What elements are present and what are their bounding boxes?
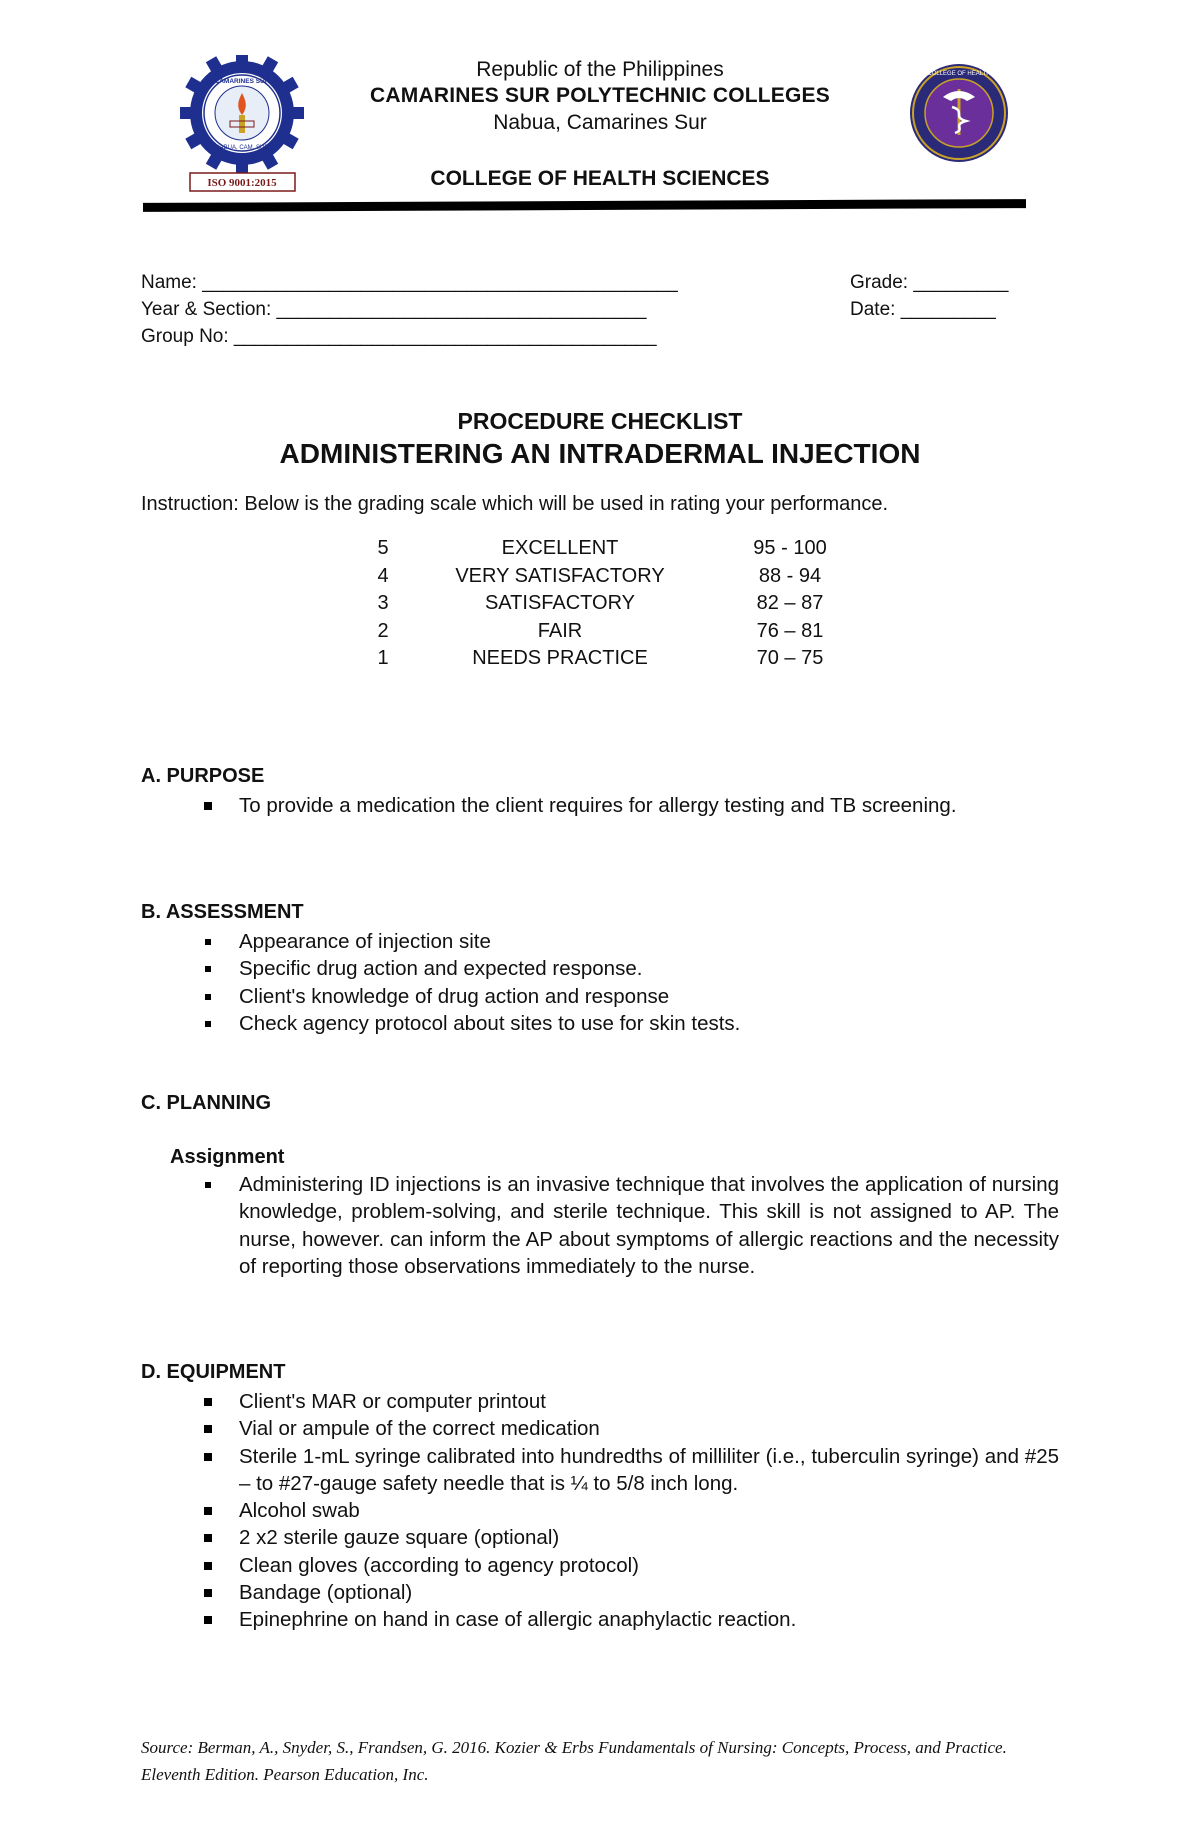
square-bullet-icon bbox=[204, 1425, 212, 1433]
list-item: Clean gloves (according to agency protocol) bbox=[141, 1552, 1059, 1579]
square-bullet-icon bbox=[205, 994, 211, 1000]
scale-range: 88 - 94 bbox=[758, 564, 822, 587]
list-item: Bandage (optional) bbox=[141, 1579, 1059, 1606]
svg-text:COLLEGE OF HEALTH: COLLEGE OF HEALTH bbox=[927, 71, 991, 77]
square-bullet-icon bbox=[204, 1562, 212, 1570]
assessment-heading: B. ASSESSMENT bbox=[141, 901, 304, 923]
list-item: Check agency protocol about sites to use for skin tests. bbox=[141, 1010, 1059, 1037]
year-section-field[interactable]: Year & Section: ___________________________________ bbox=[141, 299, 647, 320]
group-no-field[interactable]: Group No: ________________________________________ bbox=[141, 326, 657, 347]
list-item: Administering ID injections is an invasive technique that involves the application of nursing knowledge, problem-solving, and sterile technique. This skill is not assigned to AP. The nurse, however. can inform the AP about symptoms of allergic reactions and the necessity of reporting those observations immediately to the nurse. bbox=[141, 1171, 1059, 1280]
scale-range: 95 - 100 bbox=[753, 537, 827, 559]
scale-rating: 5 bbox=[377, 537, 389, 559]
assessment-list bbox=[141, 928, 1059, 1037]
scale-label: FAIR bbox=[537, 619, 583, 642]
list-item: Vial or ampule of the correct medication bbox=[141, 1415, 1059, 1442]
scale-rating: 3 bbox=[377, 592, 389, 614]
square-bullet-icon bbox=[205, 966, 211, 972]
square-bullet-icon bbox=[204, 1453, 212, 1461]
republic-line: Republic of the Philippines bbox=[476, 58, 724, 81]
header-divider bbox=[143, 199, 1026, 212]
list-item: Specific drug action and expected response. bbox=[141, 955, 1059, 982]
square-bullet-icon bbox=[204, 1534, 212, 1542]
grade-field[interactable]: Grade: _________ bbox=[850, 272, 1009, 293]
square-bullet-icon bbox=[205, 1182, 211, 1188]
college-name: CAMARINES SUR POLYTECHNIC COLLEGES bbox=[370, 84, 830, 107]
list-item: 2 x2 sterile gauze square (optional) bbox=[141, 1524, 1059, 1551]
square-bullet-icon bbox=[204, 1589, 212, 1597]
purpose-list bbox=[141, 792, 1059, 819]
instruction-text: Instruction: Below is the grading scale which will be used in rating your performance. bbox=[141, 493, 889, 515]
scale-label: EXCELLENT bbox=[501, 537, 619, 559]
scale-row bbox=[360, 592, 860, 620]
list-item: Client's MAR or computer printout bbox=[141, 1388, 1059, 1415]
square-bullet-icon bbox=[204, 1616, 212, 1624]
purpose-heading: A. PURPOSE bbox=[141, 765, 265, 787]
assignment-subheading: Assignment bbox=[170, 1146, 285, 1168]
square-bullet-icon bbox=[205, 939, 211, 945]
checklist-title: PROCEDURE CHECKLIST bbox=[457, 408, 743, 434]
source-citation: Source: Berman, A., Snyder, S., Frandsen, G. 2016. Kozier & Erbs Fundamentals of Nursing: Concepts, Process, and Practice. Eleventh Edition. Pearson Education, Inc. bbox=[141, 1738, 1007, 1784]
scale-label: VERY SATISFACTORY bbox=[455, 564, 665, 587]
scale-label: NEEDS PRACTICE bbox=[472, 647, 648, 669]
list-item: Sterile 1-mL syringe calibrated into hundredths of milliliter (i.e., tuberculin syringe) and #25 – to #27-gauge safety needle that is ¼ to 5/8 inch long. bbox=[141, 1443, 1059, 1498]
scale-row bbox=[360, 647, 860, 675]
svg-text:ISO 9001:2015: ISO 9001:2015 bbox=[207, 177, 277, 189]
department-name: COLLEGE OF HEALTH SCIENCES bbox=[430, 167, 770, 190]
date-field[interactable]: Date: _________ bbox=[850, 299, 996, 320]
scale-row bbox=[360, 537, 860, 565]
square-bullet-icon bbox=[204, 1398, 212, 1406]
scale-label: SATISFACTORY bbox=[484, 592, 636, 614]
equipment-heading: D. EQUIPMENT bbox=[141, 1361, 286, 1383]
square-bullet-icon bbox=[205, 1021, 211, 1027]
scale-range: 82 – 87 bbox=[756, 592, 824, 614]
svg-text:CAMARINES SUR: CAMARINES SUR bbox=[214, 78, 270, 85]
list-item: Epinephrine on hand in case of allergic anaphylactic reaction. bbox=[141, 1606, 1059, 1633]
square-bullet-icon bbox=[204, 1507, 212, 1515]
scale-rating: 4 bbox=[377, 564, 389, 587]
planning-heading: C. PLANNING bbox=[141, 1092, 271, 1114]
college-town: Nabua, Camarines Sur bbox=[493, 111, 707, 134]
name-field[interactable]: Name: _____________________________________________ bbox=[141, 272, 678, 293]
list-item: Client's knowledge of drug action and response bbox=[141, 983, 1059, 1010]
procedure-title: ADMINISTERING AN INTRADERMAL INJECTION bbox=[279, 438, 921, 469]
scale-range: 76 – 81 bbox=[756, 619, 824, 642]
equipment-list bbox=[141, 1388, 1059, 1634]
scale-rating: 1 bbox=[377, 647, 389, 669]
list-item: To provide a medication the client requires for allergy testing and TB screening. bbox=[141, 792, 1059, 819]
scale-range: 70 – 75 bbox=[756, 647, 824, 669]
scale-row bbox=[360, 565, 860, 593]
scale-row bbox=[360, 620, 860, 648]
list-item: Alcohol swab bbox=[141, 1497, 1059, 1524]
grading-scale bbox=[360, 537, 860, 675]
list-item: Appearance of injection site bbox=[141, 928, 1059, 955]
scale-rating: 2 bbox=[377, 619, 389, 642]
planning-list bbox=[141, 1171, 1059, 1280]
square-bullet-icon bbox=[204, 802, 212, 810]
svg-text:NABUA, CAM. SUR: NABUA, CAM. SUR bbox=[215, 145, 269, 151]
